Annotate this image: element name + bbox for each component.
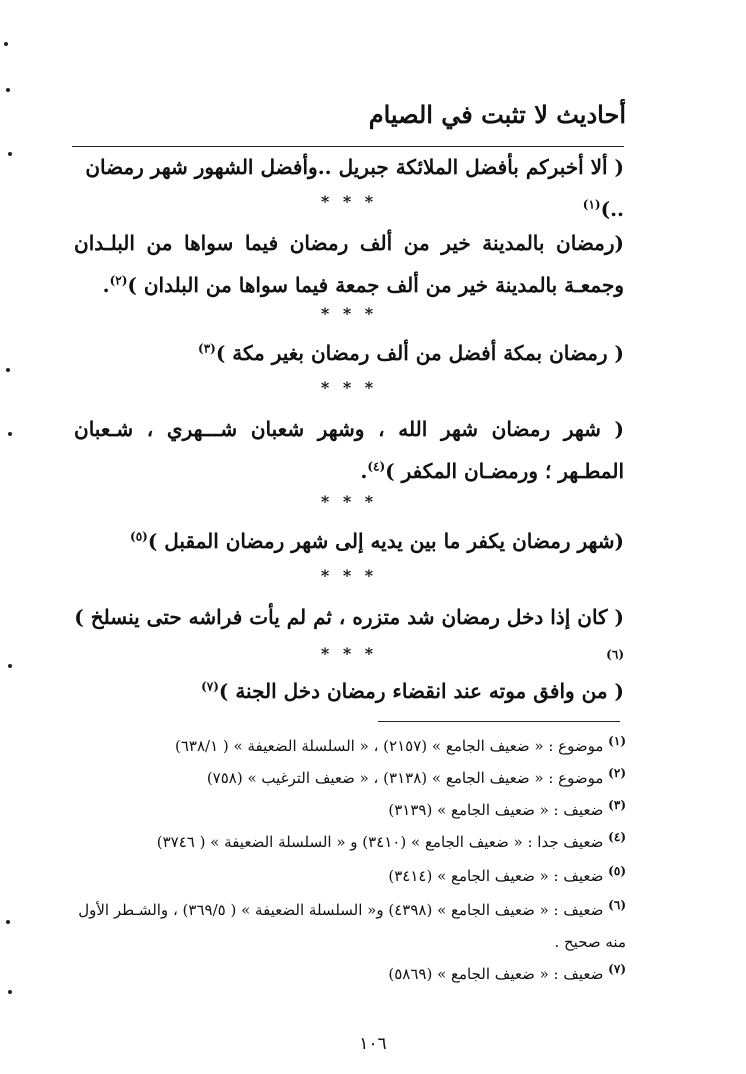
hadith-text: ( رمضان بمكة أفضل من ألف رمضان بغير مكة ) — [215, 341, 624, 365]
hadith-text: ( ألا أخبركم بأفضل الملائكة جبريل ..وأفضل الشهور شهر رمضان ..) — [85, 155, 624, 221]
footnote-number: (٤) — [608, 830, 626, 844]
footnote-number: (٣) — [608, 798, 626, 812]
footnote-4 — [74, 826, 626, 858]
footnote-rule — [378, 721, 620, 722]
hadith-2 — [74, 222, 624, 306]
footnote-3 — [74, 794, 626, 826]
footnote-text: موضوع : « ضعيف الجامع » (٢١٥٧) ، « السلسلة الضعيفة » ( ٦٣٨/١) — [175, 737, 604, 755]
hadith-text: ( كان إذا دخل رمضان شد متزره ، ثم لم يأت فراشه حتى ينسلخ ) — [74, 605, 624, 629]
footnote-number: (١) — [608, 734, 626, 748]
scan-speck — [8, 432, 12, 436]
page-number: ١٠٦ — [359, 1034, 387, 1054]
separator: * * * — [320, 566, 378, 585]
footnote-ref[interactable]: (٢) — [109, 273, 128, 288]
footnote-number: (٧) — [608, 962, 626, 976]
footnote-text: ضعيف : « ضعيف الجامع » (٤٣٩٨) و« السلسلة الضعيفة » ( ٣٦٩/٥) ، والشـطر الأول منه صحيح . — [78, 901, 626, 951]
hadith-6 — [74, 596, 624, 680]
hadith-text: ( من وافق موته عند انقضاء رمضان دخل الجنة ) — [218, 679, 624, 703]
separator: * * * — [320, 192, 378, 211]
separator: * * * — [320, 492, 378, 511]
hadith-3 — [74, 332, 624, 374]
scan-speck — [8, 664, 12, 668]
scan-speck — [6, 368, 10, 372]
punctuation: . — [360, 459, 368, 483]
scan-speck — [4, 42, 8, 46]
footnote-1 — [74, 730, 626, 762]
hadith-text: (شهر رمضان يكفر ما بين يديه إلى شهر رمضان المقبل ) — [147, 529, 624, 553]
footnote-2 — [74, 762, 626, 794]
footnote-ref[interactable]: (٥) — [130, 529, 148, 544]
hadith-5 — [74, 520, 624, 562]
footnote-text: ضعيف : « ضعيف الجامع » (٣٤١٤) — [388, 867, 604, 885]
footnote-ref[interactable]: (٧) — [201, 679, 219, 694]
footnote-number: (٢) — [608, 766, 626, 780]
footnote-text: ضعيف : « ضعيف الجامع » (٥٨٦٩) — [388, 965, 604, 983]
hadith-4 — [74, 408, 624, 492]
hadith-7 — [74, 670, 624, 712]
footnote-5 — [74, 860, 626, 892]
footnote-ref[interactable]: (١) — [582, 197, 601, 212]
footnote-number: (٦) — [608, 898, 626, 912]
footnote-6 — [74, 894, 626, 958]
punctuation: . — [102, 273, 110, 297]
scan-speck — [8, 990, 12, 994]
separator: * * * — [320, 304, 378, 323]
hadith-text: (رمضان بالمدينة خير من ألف رمضان فيما سواها من البلـدان وجمعـة بالمدينة خير من ألف جمعة فيما سواها من البلدان ) — [74, 231, 624, 297]
footnote-ref[interactable]: (٦) — [606, 647, 624, 662]
footnote-text: ضعيف : « ضعيف الجامع » (٣١٣٩) — [388, 801, 604, 819]
footnote-text: ضعيف جدا : « ضعيف الجامع » (٣٤١٠) و « السلسلة الضعيفة » ( ٣٧٤٦) — [156, 833, 604, 851]
hadith-1 — [74, 146, 624, 230]
hadith-text: ( شهر رمضان شهر الله ، وشهر شعبان شـــهري ، شـعبان المطـهر ؛ ورمضـان المكفر ) — [74, 417, 624, 483]
running-header: أحاديث لا تثبت في الصيام — [368, 100, 626, 129]
separator: * * * — [320, 378, 378, 397]
footnote-ref[interactable]: (٣) — [198, 341, 216, 356]
footnote-7 — [74, 958, 626, 990]
scan-speck — [6, 920, 10, 924]
scan-speck — [6, 88, 10, 92]
footnote-text: موضوع : « ضعيف الجامع » (٣١٣٨) ، « ضعيف الترغيب » (٧٥٨) — [206, 769, 604, 787]
separator: * * * — [320, 644, 378, 663]
scan-speck — [8, 152, 12, 156]
footnote-number: (٥) — [608, 864, 626, 878]
footnote-ref[interactable]: (٤) — [367, 459, 386, 474]
